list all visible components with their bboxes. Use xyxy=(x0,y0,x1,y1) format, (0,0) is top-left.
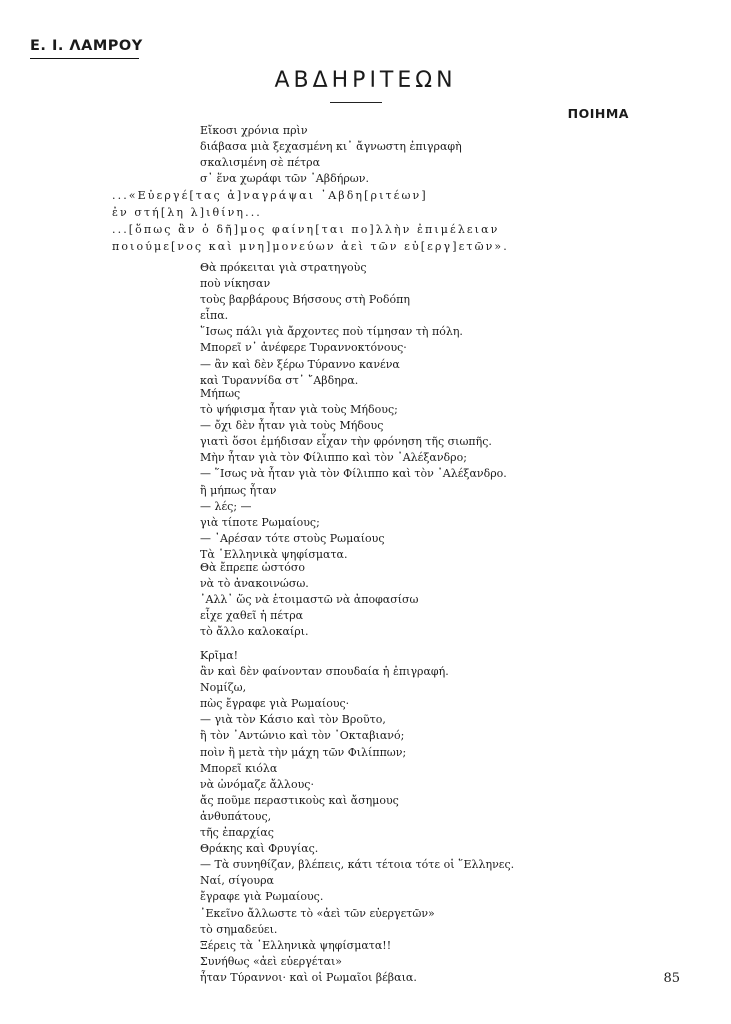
stanza-5 xyxy=(200,648,700,986)
poem-line: καὶ Τυραννίδα στ᾿ ῎Αβδηρα. xyxy=(200,373,359,387)
poem-line: πὼς ἔγραφε γιὰ Ρωμαίους· xyxy=(200,697,350,711)
poem-line: τὸ ψήφισμα ἦταν γιὰ τοὺς Μήδους; xyxy=(200,403,398,417)
poem-line: νὰ τὸ ἀνακοινώσω. xyxy=(200,577,309,591)
poem-line: νὰ ὠνόμαζε ἄλλους· xyxy=(200,777,314,791)
poem-line: Θὰ ἔπρεπε ὡστόσο xyxy=(200,561,305,574)
poem-line: γιατὶ ὅσοι ἐμήδισαν εἶχαν τὴν φρόνηση τῆς σιωπῆς. xyxy=(200,435,492,449)
poem-line: — ὄχι δὲν ἦταν γιὰ τοὺς Μήδους xyxy=(200,419,384,433)
poem-line: Νομίζω, xyxy=(200,681,247,695)
poem-line: — λές; — xyxy=(200,499,252,513)
stanza-4 xyxy=(200,560,700,640)
poem-line: Κρῖμα! xyxy=(200,649,238,662)
stanza-3 xyxy=(200,386,700,563)
poem-title: ΑΒΔΗΡΙΤΕΩΝ xyxy=(274,68,457,93)
poem-line: τὸ σημαδεύει. xyxy=(200,922,278,936)
poem-line: ποὶν ἢ μετὰ τὴν μάχη τῶν Φιλίππων; xyxy=(200,745,407,759)
poem-line: ἢ μήπως ἦταν xyxy=(200,483,277,497)
poem-line: — γιὰ τὸν Κάσιο καὶ τὸν Βροῦτο, xyxy=(200,713,386,727)
stanza-2 xyxy=(200,260,700,389)
poem-line: ἦταν Τύραννοι· καὶ οἱ Ρωμαῖοι βέβαια. xyxy=(200,970,417,984)
poem-line: — Τὰ συνηθίζαν, βλέπεις, κάτι τέτοια τότε οἱ ῞Ελληνες. xyxy=(200,858,515,872)
poem-line: τοὺς βαρβάρους Βήσσους στὴ Ροδόπη xyxy=(200,293,410,307)
poem-line: Θὰ πρόκειται γιὰ στρατηγοὺς xyxy=(200,261,367,274)
poem-line: Ξέρεις τὰ ῾Ελληνικὰ ψηφίσματα!! xyxy=(200,938,392,952)
poem-line: Μπορεῖ ν᾿ ἀνέφερε Τυραννοκτόνους· xyxy=(200,341,407,355)
poem-line: — ἂν καὶ δὲν ξέρω Τύραννο κανένα xyxy=(200,357,400,371)
poem-line: ἔγραφε γιὰ Ρωμαίους. xyxy=(200,890,324,904)
poem-line: ποὺ νίκησαν xyxy=(200,277,271,291)
poem-line: Τὰ ῾Ελληνικὰ ψηφίσματα. xyxy=(200,547,348,561)
poem-line: σκαλισμένη σὲ πέτρα xyxy=(200,156,321,170)
inscription-line: ἐν στή[λη λ]ιθίνη... xyxy=(112,206,262,219)
poem-line: ἀνθυπάτους, xyxy=(200,809,272,823)
author-name: Ε. Ι. ΛΑΜΡΟΥ xyxy=(30,38,143,54)
poem-line: τὸ ἄλλο καλοκαίρι. xyxy=(200,625,309,639)
poem-line: τῆς ἐπαρχίας xyxy=(200,826,274,840)
inscription-block xyxy=(112,187,712,255)
poem-line: ᾿Αλλ᾿ ὥς νὰ ἑτοιμαστῶ νὰ ἀποφασίσω xyxy=(200,593,419,607)
poem-line: Εἴκοσι χρόνια πρὶν xyxy=(200,124,308,137)
poem-line: εἶπα. xyxy=(200,309,229,323)
stanza-1 xyxy=(200,123,700,187)
poem-line: ἄς ποῦμε περαστικοὺς καὶ ἄσημους xyxy=(200,793,399,807)
poem-line: εἶχε χαθεῖ ἡ πέτρα xyxy=(200,609,304,623)
poem-line: ἂν καὶ δὲν φαίνονταν σπουδαία ἡ ἐπιγραφή. xyxy=(200,665,449,679)
poem-line: — ῞Ισως νὰ ἦταν γιὰ τὸν Φίλιππο καὶ τὸν ᾿Αλέξανδρο. xyxy=(200,467,507,481)
inscription-line: ...«Εὐεργέ[τας ἀ]ναγράψαι ᾿Αβδη[ριτέων] xyxy=(112,189,428,202)
poem-line: ῞Ισως πάλι γιὰ ἄρχοντες ποὺ τίμησαν τὴ πόλη. xyxy=(200,325,463,339)
page-number: 85 xyxy=(663,971,680,986)
poem-line: — ᾿Αρέσαν τότε στοὺς Ρωμαίους xyxy=(200,531,385,545)
poem-line: διάβασα μιὰ ξεχασμένη κι᾿ ἄγνωστη ἐπιγραφὴ xyxy=(200,140,462,154)
poem-line: Συνήθως «ἀεὶ εὐεργέται» xyxy=(200,954,343,968)
inscription-line: ...[ὅπως ἂν ὁ δῆ]μος φαίνη[ται πο]λλὴν ἐπιμέλειαν xyxy=(112,223,500,236)
genre-label: ΠΟΙΗΜΑ xyxy=(567,106,629,121)
poem-line: ἢ τὸν ᾿Αντώνιο καὶ τὸν ᾿Οκταβιανό; xyxy=(200,729,405,743)
title-rule xyxy=(330,102,382,103)
poem-line: Θράκης καὶ Φρυγίας. xyxy=(200,842,319,856)
poem-line: Μήπως xyxy=(200,387,241,400)
poem-line: Μπορεῖ κιόλα xyxy=(200,761,278,775)
poem-line: Μὴν ἦταν γιὰ τὸν Φίλιππο καὶ τὸν ᾿Αλέξανδρο; xyxy=(200,451,467,465)
poem-line: ᾿Εκεῖνο ἄλλωστε τὸ «ἀεὶ τῶν εὐεργετῶν» xyxy=(200,906,435,920)
poem-line: Ναί, σίγουρα xyxy=(200,874,274,888)
inscription-line: ποιούμε[νος καὶ μνη]μονεύων ἀεὶ τῶν εὐ[εργ]ετῶν». xyxy=(112,240,509,253)
poem-line: σ᾿ ἕνα χωράφι τῶν ᾿Αβδήρων. xyxy=(200,172,369,186)
poem-line: γιὰ τίποτε Ρωμαίους; xyxy=(200,515,320,529)
author-underline xyxy=(30,58,139,59)
